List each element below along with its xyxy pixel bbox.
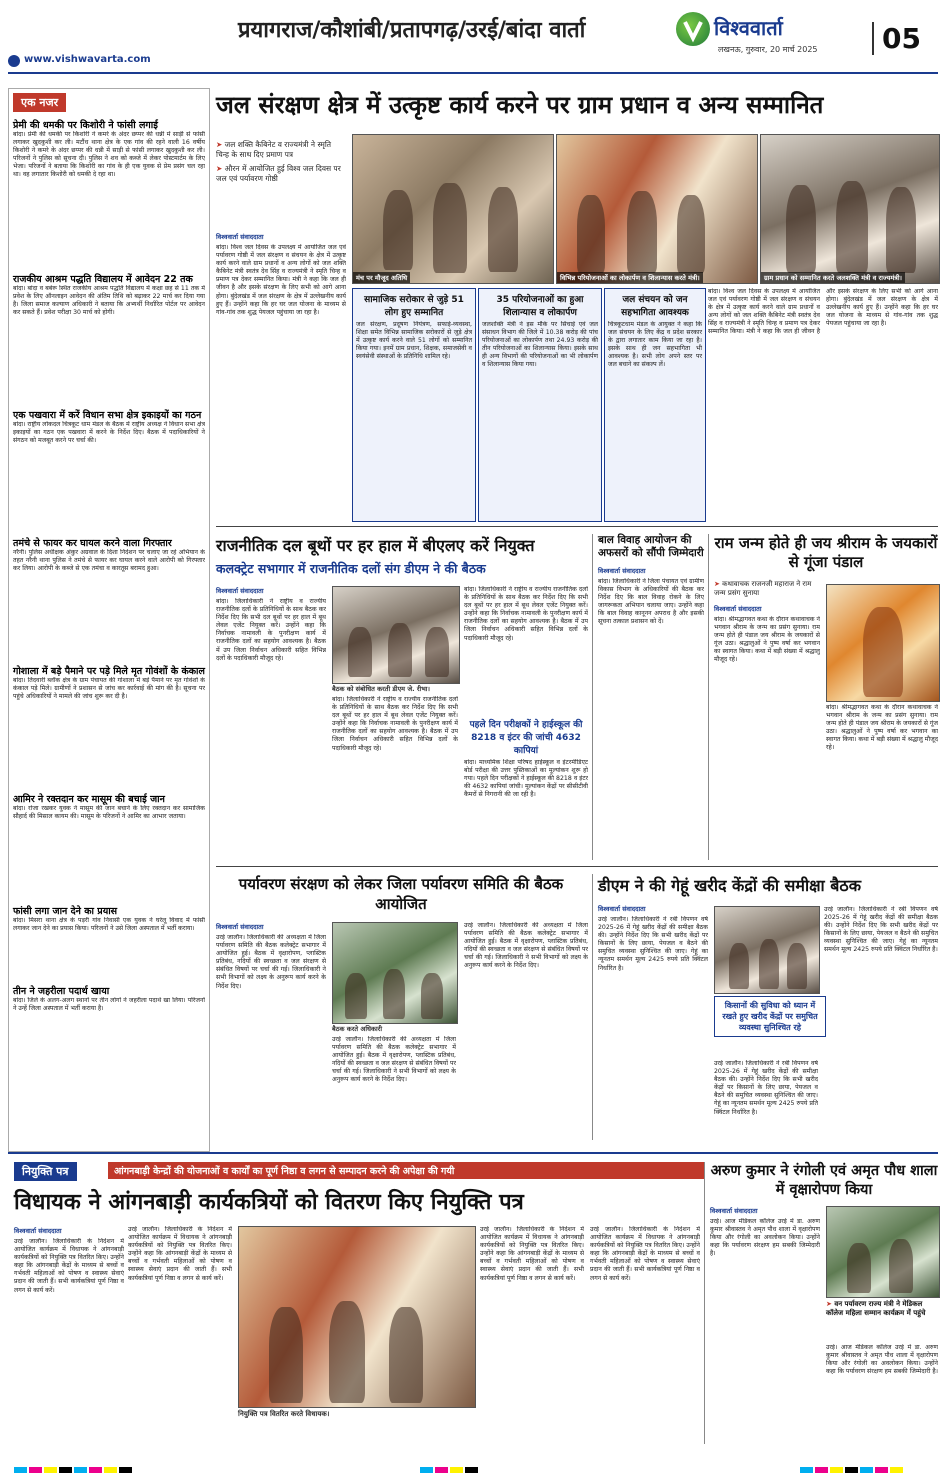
appointment-body-2: उरई जालौन। जिलाधिकारी के निर्देशन में आयोजित कार्यक्रम में विधायक ने आंगनबाड़ी कार्यकत्रियों को नियुक्ति पत्र वितरित किए। उन्होंने कहा कि आंगनबाड़ी केंद्रों के माध्यम से बच्चों व गर्भवती महिलाओं को पोषण व स्वास्थ्य सेवाएं प्रदान की जाती हैं। सभी कार्यकत्रियां पूर्ण निष्ठा व लगन से कार्य करें। bbox=[128, 1226, 232, 1282]
political-body-cont: बांदा। जिलाधिकारी ने राष्ट्रीय व राज्यीय राजनीतिक दलों के प्रतिनिधियों के साथ बैठक कर निर्देश दिए कि सभी दल बूथों पर हर हाल में बूथ लेवल एजेंट नियुक्त करें। उन्होंने कहा कि निर्वाचक नामावली के पुनरीक्षण कार्य में राजनीतिक दलों का सहयोग आवश्यक है। बैठक में उप जिला निर्वाचन अधिकारी सहित विभिन्न दलों के पदाधिकारी मौजूद रहे। bbox=[332, 696, 458, 752]
political-headline: राजनीतिक दल बूथों पर हर हाल में बीएलए करें नियुक्त bbox=[216, 536, 535, 555]
brief-item bbox=[13, 904, 205, 981]
brief-title: तीन ने जहरीला पदार्थ खाया bbox=[13, 986, 110, 997]
left-column bbox=[8, 88, 210, 1152]
exam-title: पहले दिन परीक्षकों ने हाईस्कूल की 8218 व इंटर की जांची 4632 कापियां bbox=[469, 720, 583, 756]
brief-title: राजकीय आश्रम पद्धति विद्यालय में आवेदन 22 तक bbox=[13, 274, 193, 285]
ram-bullet: ➤ कथावाचक राजनजी महाराज ने राम जन्म प्रसंग सुनाया bbox=[714, 580, 812, 597]
appointment-caption: नियुक्ति पत्र वितरित करते विधायक। bbox=[238, 1410, 330, 1418]
env-caption: बैठक करते अधिकारी bbox=[332, 1025, 383, 1033]
color-registration-bar bbox=[420, 1458, 480, 1477]
ram-dateline: विश्ववार्ता संवाददाता bbox=[714, 605, 762, 613]
brief-title: प्रेमी की धमकी पर किशोरी ने फांसी लगाई bbox=[13, 120, 158, 131]
lead-body-cont: बांदा। विश्व जल दिवस के उपलक्ष्य में आयोजित जल एवं पर्यावरण गोष्ठी में जल संरक्षण व संचयन के क्षेत्र में उत्कृष्ट कार्य करने वाले ग्राम प्रधानों व अन्य लोगों को जल शक्ति कैबिनेट मंत्री स्वतंत्र देव सिंह व राज्यमंत्री ने स्मृति चिन्ह व प्रमाण पत्र देकर सम्मानित किया। मंत्री ने कहा कि जल ही जीवन है और इसके संरक्षण के लिए सभी को आगे आना होगा। बुंदेलखंड में जल संरक्षण के क्षेत्र में उल्लेखनीय कार्य हुए हैं। उन्होंने कहा कि हर घर जल योजना के माध्यम से गांव-गांव तक शुद्ध पेयजल पहुंचाया जा रहा है। bbox=[708, 288, 938, 336]
box-body: जल संरक्षण, प्रदूषण नियंत्रण, सफाई-व्यवस्था, शिक्षा समेत विभिन्न सामाजिक सरोकारों से जुड़े क्षेत्र में उत्कृष्ट कार्य करने वाले 51 लोगों को सम्मानित किया गया। इनमें ग्राम प्रधान, शिक्षक, समाजसेवी व स्वयंसेवी संस्थाओं के प्रतिनिधि शामिल रहे। bbox=[356, 321, 472, 361]
env-photo bbox=[332, 922, 458, 1024]
brief-item bbox=[13, 984, 205, 1053]
appointment-tag: नियुक्ति पत्र bbox=[14, 1162, 77, 1181]
web-icon bbox=[8, 55, 20, 67]
brief-item bbox=[13, 664, 205, 789]
color-registration-bar bbox=[14, 1458, 134, 1477]
ram-body-cont: बांदा। श्रीमद्भागवत कथा के दौरान कथावाचक ने भगवान श्रीराम के जन्म का प्रसंग सुनाया। राम जन्म होते ही पंडाल जय श्रीराम के जयकारों से गूंज उठा। श्रद्धालुओं ने पुष्प वर्षा कर भगवान का स्वागत किया। कथा में बड़ी संख्या में श्रद्धालु मौजूद रहे। bbox=[826, 704, 938, 752]
color-registration-bar bbox=[800, 1458, 905, 1477]
exam-box bbox=[464, 586, 588, 860]
env-headline: पर्यावरण संरक्षण को लेकर जिला पर्यावरण समिति की बैठक आयोजित bbox=[238, 875, 564, 913]
brief-title: तमंचे से फायर कर घायल करने वाला गिरफ्तार bbox=[13, 538, 172, 549]
ram-photo bbox=[826, 584, 940, 702]
lead-photo-2 bbox=[556, 134, 758, 284]
brief-title: गोशाला में बड़े पैमाने पर पड़े मिले मृत गोवंशों के कंकाल bbox=[13, 666, 205, 677]
exam-body-top: बांदा। जिलाधिकारी ने राष्ट्रीय व राज्यीय राजनीतिक दलों के प्रतिनिधियों के साथ बैठक कर निर्देश दिए कि सभी दल बूथों पर हर हाल में बूथ लेवल एजेंट नियुक्त करें। उन्होंने कहा कि निर्वाचक नामावली के पुनरीक्षण कार्य में राजनीतिक दलों का सहयोग आवश्यक है। बैठक में उप जिला निर्वाचन अधिकारी सहित विभिन्न दलों के पदाधिकारी मौजूद रहे। bbox=[464, 586, 588, 642]
env-body-cont-2: उरई जालौन। जिलाधिकारी की अध्यक्षता में जिला पर्यावरण समिति की बैठक कलेक्ट्रेट सभागार में आयोजित हुई। बैठक में वृक्षारोपण, प्लास्टिक प्रतिबंध, नदियों की स्वच्छता व जल संरक्षण से संबंधित विषयों पर चर्चा की गई। जिलाधिकारी ने सभी विभागों को लक्ष्य के अनुरूप कार्य करने के निर्देश दिए। bbox=[464, 922, 588, 970]
brief-item bbox=[13, 272, 205, 405]
rangoli-headline: अरुण कुमार ने रंगोली एवं अमृत पौध शाला में वृक्षारोपण किया bbox=[710, 1163, 938, 1198]
lead-body: बांदा। विश्व जल दिवस के उपलक्ष्य में आयोजित जल एवं पर्यावरण गोष्ठी में जल संरक्षण व संचयन के क्षेत्र में उत्कृष्ट कार्य करने वाले ग्राम प्रधानों व अन्य लोगों को जल शक्ति कैबिनेट मंत्री स्वतंत्र देव सिंह व राज्यमंत्री ने स्मृति चिन्ह व प्रमाण पत्र देकर सम्मानित किया। मंत्री ने कहा कि जल ही जीवन है और इसके संरक्षण के लिए सभी को आगे आना होगा। बुंदेलखंड में जल संरक्षण के क्षेत्र में उल्लेखनीय कार्य हुए हैं। उन्होंने कहा कि हर घर जल योजना के माध्यम से गांव-गांव तक शुद्ध पेयजल पहुंचाया जा रहा है। bbox=[216, 244, 346, 316]
box-body: चित्रकूटधाम मंडल के आयुक्त ने कहा कि जल संचयन के लिए केंद्र व प्रदेश सरकार के द्वारा लगातार काम किया जा रहा है। इसके साथ ही जन सहभागिता भी आवश्यक है। सभी लोग अपने स्तर पर जल बचाने का संकल्प लें। bbox=[608, 321, 702, 369]
photo-caption: विभिन्न परियोजनाओं का लोकार्पण व शिलान्यास करते मंत्री। bbox=[557, 272, 703, 283]
appointment-body-3: उरई जालौन। जिलाधिकारी के निर्देशन में आयोजित कार्यक्रम में विधायक ने आंगनबाड़ी कार्यकत्रियों को नियुक्ति पत्र वितरित किए। उन्होंने कहा कि आंगनबाड़ी केंद्रों के माध्यम से बच्चों व गर्भवती महिलाओं को पोषण व स्वास्थ्य सेवाएं प्रदान की जाती हैं। सभी कार्यकत्रियां पूर्ण निष्ठा व लगन से कार्य करें। bbox=[480, 1226, 584, 1282]
lead-bullet: ➤ औरन में आयोजित हुई विश्व जल दिवस पर जल एवं पर्यावरण गोष्ठी bbox=[216, 164, 341, 183]
brief-body: बांदा। जिले के अलग-अलग स्थानों पर तीन लोगों ने जहरीला पदार्थ खा लिया। परिजनों ने उन्हें जिला अस्पताल में भर्ती कराया है। bbox=[13, 997, 205, 1013]
brief-item bbox=[13, 408, 205, 533]
wheat-bullet: किसानों की सुविधा को ध्यान में रखते हुए खरीद केंद्रों पर समुचित व्यवस्था सुनिश्चित रहे bbox=[714, 996, 826, 1037]
box-title: 35 परियोजनाओं का हुआ शिलान्यास व लोकार्पण bbox=[496, 295, 584, 318]
wheat-headline: डीएम ने की गेहूं खरीद केंद्रों की समीक्षा बैठक bbox=[598, 876, 861, 895]
officers-dateline: विश्ववार्ता संवाददाता bbox=[598, 567, 646, 575]
exam-body: बांदा। माध्यमिक शिक्षा परिषद हाईस्कूल व इंटरमीडिएट बोर्ड परीक्षा की उत्तर पुस्तिकाओं का मूल्यांकन शुरू हो गया। पहले दिन परीक्षकों ने हाईस्कूल की 8218 व इंटर की 4632 कापियां जांची। मूल्यांकन केंद्रों पर सीसीटीवी कैमरों से निगरानी की जा रही है। bbox=[464, 759, 588, 799]
officers-body: बांदा। जिलाधिकारी ने जिला पंचायत एवं ग्रामीण विकास विभाग के अधिकारियों की बैठक कर निर्देश दिए कि बाल विवाह रोकने के लिए जागरूकता अभियान चलाया जाए। उन्होंने कहा कि बाल विवाह कानूनन अपराध है और इसकी सूचना तत्काल प्रशासन को दें। bbox=[598, 578, 704, 626]
wheat-photo bbox=[714, 906, 820, 994]
lead-box-2 bbox=[478, 288, 602, 522]
appointment-body: उरई जालौन। जिलाधिकारी के निर्देशन में आयोजित कार्यक्रम में विधायक ने आंगनबाड़ी कार्यकत्रियों को नियुक्ति पत्र वितरित किए। उन्होंने कहा कि आंगनबाड़ी केंद्रों के माध्यम से बच्चों व गर्भवती महिलाओं को पोषण व स्वास्थ्य सेवाएं प्रदान की जाती हैं। सभी कार्यकत्रियां पूर्ण निष्ठा व लगन से कार्य करें। bbox=[14, 1238, 124, 1294]
bullet-icon: ➤ bbox=[216, 164, 225, 173]
lead-photo-3 bbox=[760, 134, 940, 284]
brief-item bbox=[13, 118, 205, 269]
rangoli-photo bbox=[826, 1206, 940, 1298]
env-dateline: विश्ववार्ता संवाददाता bbox=[216, 923, 264, 931]
lead-bullet: ➤ जल शक्ति कैबिनेट व राज्यमंत्री ने स्मृति चिन्ह के साथ दिए प्रमाण पत्र bbox=[216, 140, 332, 159]
lead-headline: जल संरक्षण क्षेत्र में उत्कृष्ट कार्य करने पर ग्राम प्रधान व अन्य सम्मानित bbox=[216, 91, 824, 119]
ram-body: बांदा। श्रीमद्भागवत कथा के दौरान कथावाचक ने भगवान श्रीराम के जन्म का प्रसंग सुनाया। राम जन्म होते ही पंडाल जय श्रीराम के जयकारों से गूंज उठा। श्रद्धालुओं ने पुष्प वर्षा कर भगवान का स्वागत किया। कथा में बड़ी संख्या में श्रद्धालु मौजूद रहे। bbox=[714, 616, 820, 664]
appointment-kicker: आंगनबाड़ी केन्द्रों की योजनाओं व कार्यों का पूर्ण निष्ठा व लगन से सम्पादन करने की अपेक्षा की गयी bbox=[108, 1162, 704, 1179]
brief-body: बांदा। रोजा रखकर युवक ने मासूम की जान बचाने के लिए रक्तदान कर सामाजिक सौहार्द की मिसाल कायम की। मासूम के परिजनों ने आमिर का आभार जताया। bbox=[13, 805, 205, 821]
brief-body: बांदा। बांदा व बबेरू स्थित राजकीय आश्रम पद्धति विद्यालय में कक्षा छह से 11 तक में प्रवेश के लिए ऑनलाइन आवेदन की अंतिम तिथि को बढ़ाकर 22 मार्च कर दिया गया है। जिला समाज कल्याण अधिकारी ने बताया कि अभ्यर्थी निर्धारित पोर्टल पर आवेदन कर सकते हैं। प्रवेश परीक्षा 30 मार्च को होगी। bbox=[13, 285, 205, 317]
rangoli-body-cont: उरई। आज मेडिकल कॉलेज उरई में डा. अरुण कुमार श्रीवास्तव ने अमृत पौध शाला में वृक्षारोपण किया और रंगोली का अवलोकन किया। उन्होंने कहा कि पर्यावरण संरक्षण हम सबकी जिम्मेदारी है। bbox=[826, 1344, 938, 1376]
edition-title: प्रयागराज/कौशांबी/प्रतापगढ़/उरई/बांदा वार्ता bbox=[238, 18, 586, 43]
website-link[interactable]: www.vishwavarta.com bbox=[24, 54, 151, 65]
bullet-icon: ➤ bbox=[826, 1300, 835, 1308]
wheat-body-cont-2: उरई जालौन। जिलाधिकारी ने रबी विपणन वर्ष 2025-26 में गेहूं खरीद केंद्रों की समीक्षा बैठक की। उन्होंने निर्देश दिए कि सभी खरीद केंद्रों पर किसानों के लिए छाया, पेयजल व बैठने की समुचित व्यवस्था सुनिश्चित की जाए। गेहूं का न्यूनतम समर्थन मूल्य 2425 रुपये प्रति क्विंटल निर्धारित है। bbox=[824, 906, 938, 954]
brief-body: बांदा। तिंदवारी ब्लॉक क्षेत्र के ग्राम पंचायत की गोशाला में बड़े पैमाने पर मृत गोवंशों के कंकाल पड़े मिले। ग्रामीणों ने प्रशासन से जांच कर कार्रवाई की मांग की है। सूचना पर पहुंचे अधिकारियों ने मामले की जांच शुरू कर दी है। bbox=[13, 677, 205, 701]
box-title: जल संचयन को जन सहभागिता आवश्यक bbox=[621, 295, 689, 318]
lead-dateline: विश्ववार्ता संवाददाता bbox=[216, 233, 264, 241]
political-dateline: विश्ववार्ता संवाददाता bbox=[216, 587, 264, 595]
political-caption: बैठक को संबोधित करती डीएम जे. रीभा। bbox=[332, 685, 430, 693]
dateline: लखनऊ, गुरुवार, 20 मार्च 2025 bbox=[718, 45, 818, 54]
political-photo bbox=[332, 586, 460, 684]
wheat-body: उरई जालौन। जिलाधिकारी ने रबी विपणन वर्ष 2025-26 में गेहूं खरीद केंद्रों की समीक्षा बैठक की। उन्होंने निर्देश दिए कि सभी खरीद केंद्रों पर किसानों के लिए छाया, पेयजल व बैठने की समुचित व्यवस्था सुनिश्चित की जाए। गेहूं का न्यूनतम समर्थन मूल्य 2425 रुपये प्रति क्विंटल निर्धारित है। bbox=[598, 916, 708, 972]
env-body: उरई जालौन। जिलाधिकारी की अध्यक्षता में जिला पर्यावरण समिति की बैठक कलेक्ट्रेट सभागार में आयोजित हुई। बैठक में वृक्षारोपण, प्लास्टिक प्रतिबंध, नदियों की स्वच्छता व जल संरक्षण से संबंधित विषयों पर चर्चा की गई। जिलाधिकारी ने सभी विभागों को लक्ष्य के अनुरूप कार्य करने के निर्देश दिए। bbox=[216, 934, 326, 990]
political-body: बांदा। जिलाधिकारी ने राष्ट्रीय व राज्यीय राजनीतिक दलों के प्रतिनिधियों के साथ बैठक कर निर्देश दिए कि सभी दल बूथों पर हर हाल में बूथ लेवल एजेंट नियुक्त करें। उन्होंने कहा कि निर्वाचक नामावली के पुनरीक्षण कार्य में राजनीतिक दलों का सहयोग आवश्यक है। बैठक में उप जिला निर्वाचन अधिकारी सहित विभिन्न दलों के पदाधिकारी मौजूद रहे। bbox=[216, 598, 326, 662]
appointment-headline: विधायक ने आंगनबाड़ी कार्यकत्रियों को वितरण किए नियुक्ति पत्र bbox=[14, 1190, 524, 1215]
lead-box-1 bbox=[352, 288, 476, 522]
brand-name: विश्ववार्ता bbox=[714, 16, 783, 40]
lead-bullets bbox=[216, 140, 346, 184]
masthead bbox=[0, 0, 945, 78]
political-sub: कलक्ट्रेट सभागार में राजनीतिक दलों संग डीएम ने की बैठक bbox=[216, 561, 486, 576]
brief-item bbox=[13, 536, 205, 661]
appointment-body-4: उरई जालौन। जिलाधिकारी के निर्देशन में आयोजित कार्यक्रम में विधायक ने आंगनबाड़ी कार्यकत्रियों को नियुक्ति पत्र वितरित किए। उन्होंने कहा कि आंगनबाड़ी केंद्रों के माध्यम से बच्चों व गर्भवती महिलाओं को पोषण व स्वास्थ्य सेवाएं प्रदान की जाती हैं। सभी कार्यकत्रियां पूर्ण निष्ठा व लगन से कार्य करें। bbox=[590, 1226, 700, 1282]
wheat-dateline: विश्ववार्ता संवाददाता bbox=[598, 905, 646, 913]
wheat-body-cont: उरई जालौन। जिलाधिकारी ने रबी विपणन वर्ष 2025-26 में गेहूं खरीद केंद्रों की समीक्षा बैठक की। उन्होंने निर्देश दिए कि सभी खरीद केंद्रों पर किसानों के लिए छाया, पेयजल व बैठने की समुचित व्यवस्था सुनिश्चित की जाए। गेहूं का न्यूनतम समर्थन मूल्य 2425 रुपये प्रति क्विंटल निर्धारित है। bbox=[714, 1060, 818, 1116]
officers-headline: बाल विवाह आयोजन की अफसरों को सौंपी जिम्मेदारी bbox=[598, 534, 704, 559]
brief-item bbox=[13, 792, 205, 901]
box-title: सामाजिक सरोकार से जुड़े 51 लोग हुए सम्मानित bbox=[364, 295, 464, 318]
logo-icon bbox=[676, 12, 710, 46]
appointment-dateline: विश्ववार्ता संवाददाता bbox=[14, 1227, 62, 1235]
rangoli-body: उरई। आज मेडिकल कॉलेज उरई में डा. अरुण कुमार श्रीवास्तव ने अमृत पौध शाला में वृक्षारोपण किया और रंगोली का अवलोकन किया। उन्होंने कहा कि पर्यावरण संरक्षण हम सबकी जिम्मेदारी है। bbox=[710, 1218, 820, 1258]
brief-body: नरैनी। पुलिस अधीक्षक अंकुर अग्रवाल के दिशा निर्देशन पर चलाए जा रहे अभियान के तहत नरैनी थाना पुलिस ने तमंचे से फायर कर घायल करने वाले आरोपी को गिरफ्तार कर लिया। आरोपी के कब्जे से एक तमंचा व कारतूस बरामद हुआ। bbox=[13, 549, 205, 573]
lead-photo-1 bbox=[352, 134, 554, 284]
brief-body: बांदा। मिसरा थाना क्षेत्र के पड़री गांव निवासी एक युवक ने घरेलू विवाद में फांसी लगाकर जान देने का प्रयास किया। परिजनों ने उसे जिला अस्पताल में भर्ती कराया। bbox=[13, 917, 205, 933]
bullet-icon: ➤ bbox=[216, 140, 225, 149]
photo-caption: ग्राम प्रधान को सम्मानित करते जलशक्ति मंत्री व राज्यमंत्री। bbox=[761, 272, 905, 283]
appointment-photo bbox=[238, 1226, 476, 1408]
ram-headline: राम जन्म होते ही जय श्रीराम के जयकारों से गूंजा पंडाल bbox=[714, 534, 938, 571]
box-body: जलशक्ति मंत्री ने इस मौके पर सिंचाई एवं जल संसाधन विभाग की जिले में 10.38 करोड़ की पांच परियोजनाओं का लोकार्पण तथा 24.93 करोड़ की तीन परियोजनाओं का शिलान्यास किया। इसके साथ ही अन्य विभागों की परियोजनाओं का भी लोकार्पण व शिलान्यास किया गया। bbox=[482, 321, 598, 369]
brief-title: फांसी लगा जान देने का प्रयास bbox=[13, 906, 118, 917]
section-tag: एक नजर bbox=[13, 93, 66, 112]
photo-caption: मंच पर मौजूद अतिथि bbox=[353, 272, 410, 283]
page-number: 05 bbox=[872, 22, 921, 55]
brief-body: बांदा। प्रेमी की धमकी पर किशोरी ने कमरे के अंदर छप्पर की धन्नी में साड़ी से फांसी लगाकर खुदकुशी कर ली। मटौंध थाना क्षेत्र के एक गांव की रहने वाली 16 वर्षीय किशोरी ने कमरे के अंदर छप्पर की धन्नी में साड़ी से फांसी लगाकर खुदकुशी कर ली। परिजनों ने पुलिस को सूचना दी। पुलिस ने शव को कब्जे में लेकर पोस्टमार्टम के लिए भेजा। परिजनों ने बताया कि किशोरी का गांव के ही एक युवक से प्रेम प्रसंग चल रहा था। वह लगातार किशोरी को धमकी दे रहा था। bbox=[13, 131, 205, 179]
lead-box-3 bbox=[604, 288, 706, 522]
brief-body: बांदा। राष्ट्रीय लोकदल चित्रकूट धाम मंडल के बैठक में राष्ट्रीय अध्यक्ष ने विधान सभा क्षेत्र इकाइयों का गठन एक पखवारा में करने के निर्देश दिए। बैठक में पदाधिकारियों ने संगठन को मजबूत करने पर चर्चा की। bbox=[13, 421, 205, 445]
env-body-cont: उरई जालौन। जिलाधिकारी की अध्यक्षता में जिला पर्यावरण समिति की बैठक कलेक्ट्रेट सभागार में आयोजित हुई। बैठक में वृक्षारोपण, प्लास्टिक प्रतिबंध, नदियों की स्वच्छता व जल संरक्षण से संबंधित विषयों पर चर्चा की गई। जिलाधिकारी ने सभी विभागों को लक्ष्य के अनुरूप कार्य करने के निर्देश दिए। bbox=[332, 1036, 456, 1084]
bullet-icon: ➤ bbox=[714, 580, 723, 588]
brief-title: एक पखवारा में करें विधान सभा क्षेत्र इकाइयों का गठन bbox=[13, 410, 202, 421]
rangoli-caption: ➤ वन पर्यावरण राज्य मंत्री ने मेडिकल कॉलेज महिला सम्मान कार्यक्रम में पहुंचे bbox=[826, 1300, 926, 1317]
rangoli-dateline: विश्ववार्ता संवाददाता bbox=[710, 1207, 758, 1215]
brief-title: आमिर ने रक्तदान कर मासूम की बचाई जान bbox=[13, 794, 165, 805]
